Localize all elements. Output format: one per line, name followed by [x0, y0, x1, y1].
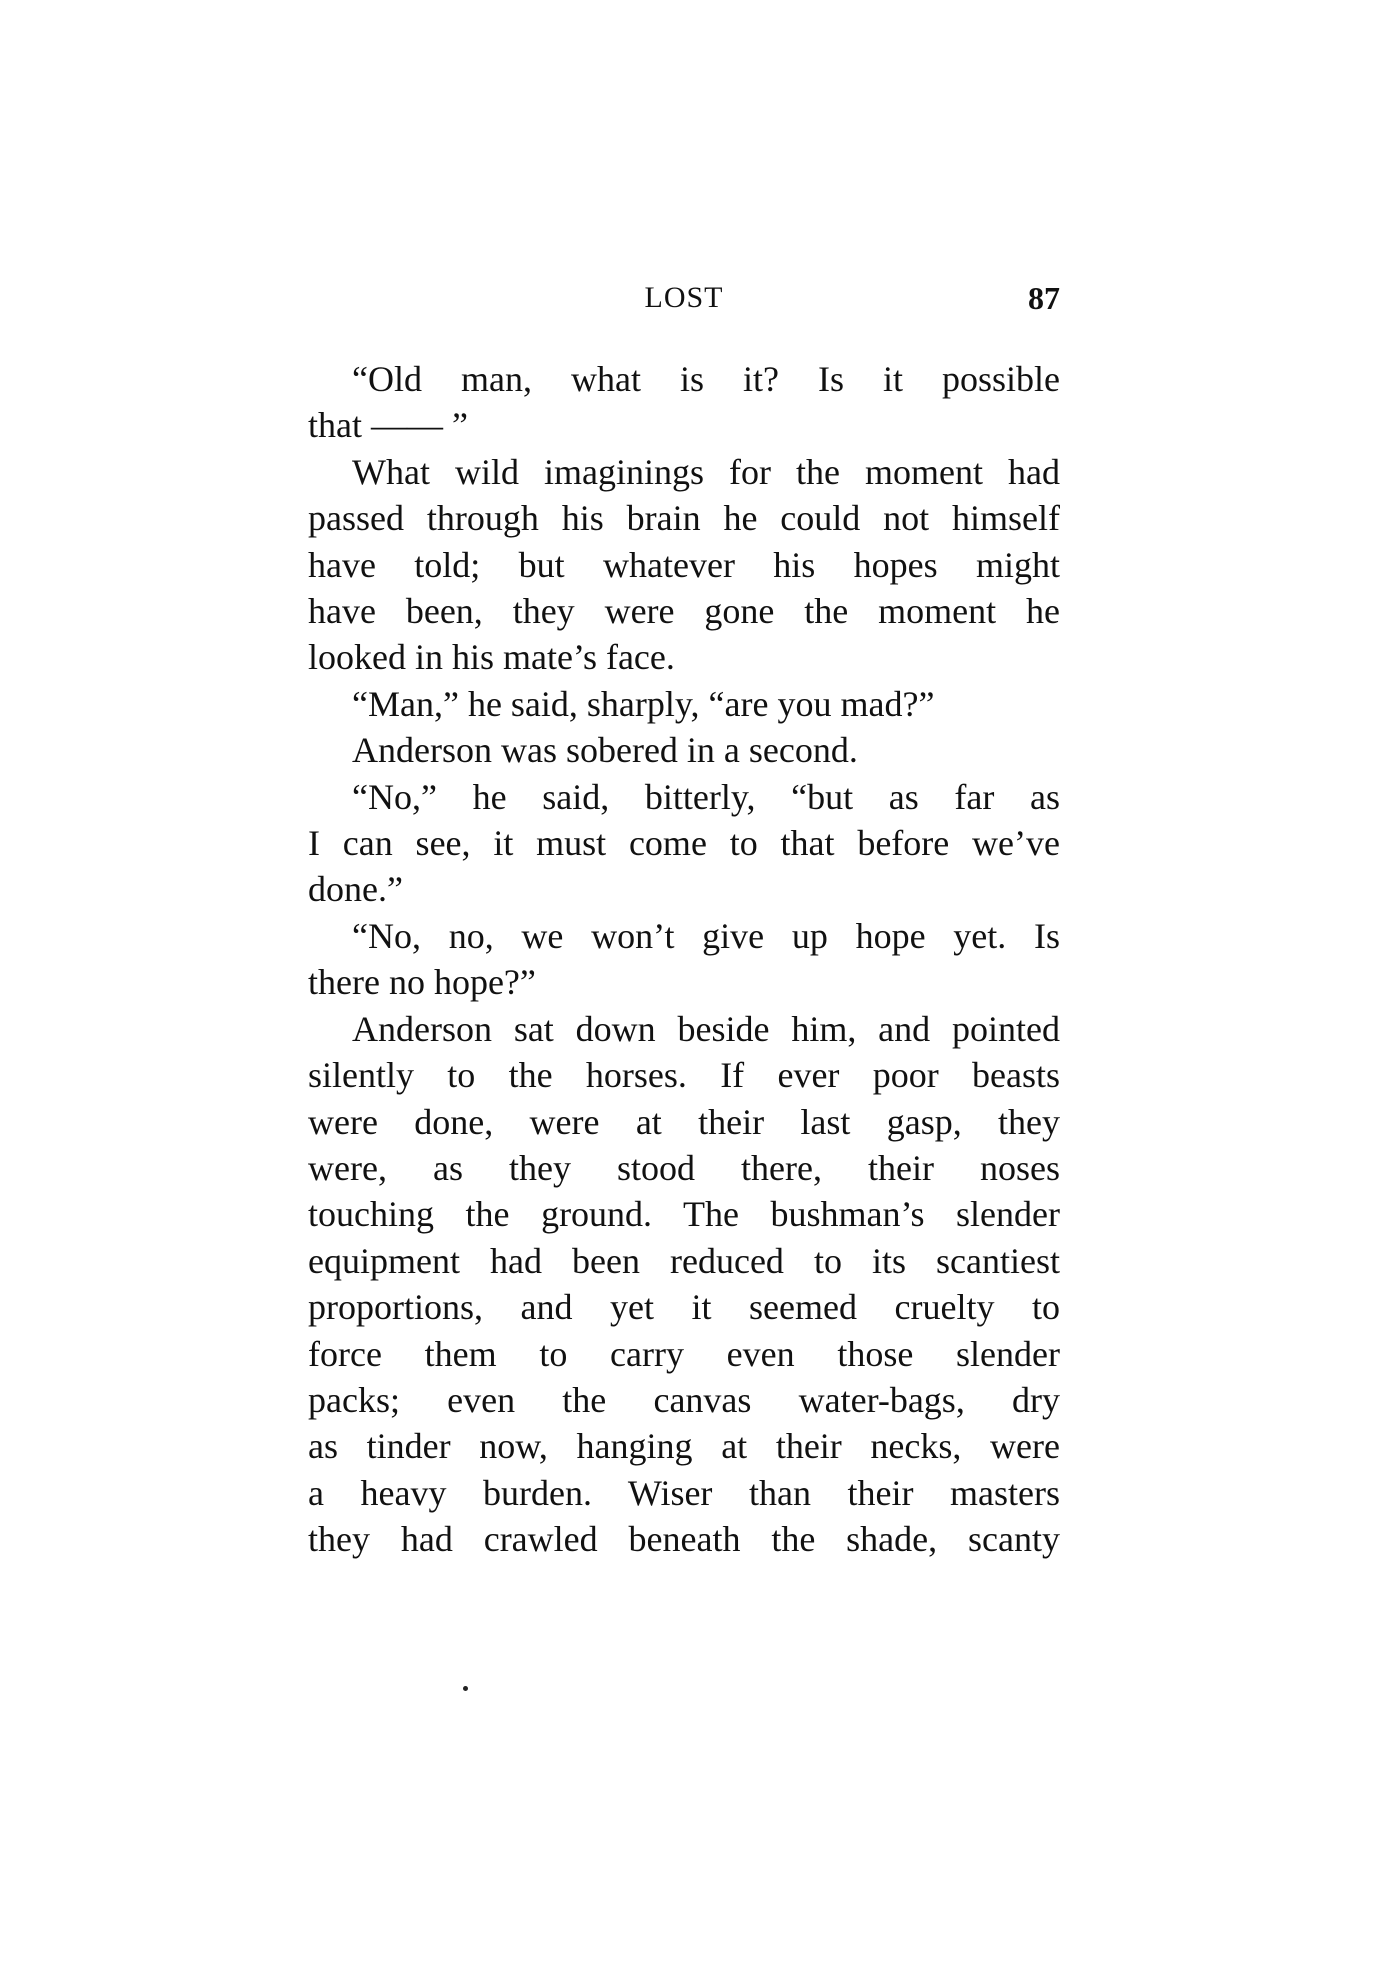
text-line: “No, no, we won’t give up hope yet. Is	[352, 915, 1060, 956]
text-line: “Old man, what is it? Is it possible	[352, 359, 1060, 399]
text-line: proportions, and yet it seemed cruelty to	[308, 1287, 1060, 1328]
text-line: force them to carry even those slender	[308, 1333, 1060, 1374]
text-line: silently to the horses. If ever poor beasts	[308, 1055, 1060, 1096]
page-number: 87	[1028, 280, 1060, 316]
text-line: packs; even the canvas water-bags, dry	[308, 1379, 1060, 1420]
text-line: were done, were at their last gasp, they	[308, 1101, 1060, 1142]
text-line: that —— ”	[308, 405, 468, 446]
text-line: “Man,” he said, sharply, “are you mad?”	[352, 683, 935, 724]
text-line: done.”	[308, 869, 403, 910]
text-line: have been, they were gone the moment he	[308, 591, 1060, 632]
print-mark	[463, 1686, 468, 1691]
text-line: they had crawled beneath the shade, scanty	[308, 1519, 1060, 1560]
text-line: Anderson sat down beside him, and pointed	[352, 1008, 1060, 1049]
text-line: I can see, it must come to that before we’ve	[308, 823, 1060, 864]
text-line: Anderson was sobered in a second.	[352, 730, 858, 771]
text-line: there no hope?”	[308, 962, 536, 1003]
text-line: have told; but whatever his hopes might	[308, 544, 1060, 585]
text-line: were, as they stood there, their noses	[308, 1147, 1060, 1188]
chapter-title: LOST	[644, 281, 724, 314]
text-line: as tinder now, hanging at their necks, were	[308, 1426, 1060, 1467]
text-line: What wild imaginings for the moment had	[352, 451, 1060, 492]
text-line: “No,” he said, bitterly, “but as far as	[352, 776, 1060, 817]
text-line: a heavy burden. Wiser than their masters	[308, 1472, 1060, 1513]
text-line: passed through his brain he could not himself	[308, 498, 1060, 539]
running-head	[308, 278, 1060, 318]
text-line: equipment had been reduced to its scantiest	[308, 1240, 1060, 1281]
body-text	[308, 356, 1060, 1563]
text-line: touching the ground. The bushman’s slender	[308, 1194, 1060, 1235]
text-line: looked in his mate’s face.	[308, 637, 675, 678]
